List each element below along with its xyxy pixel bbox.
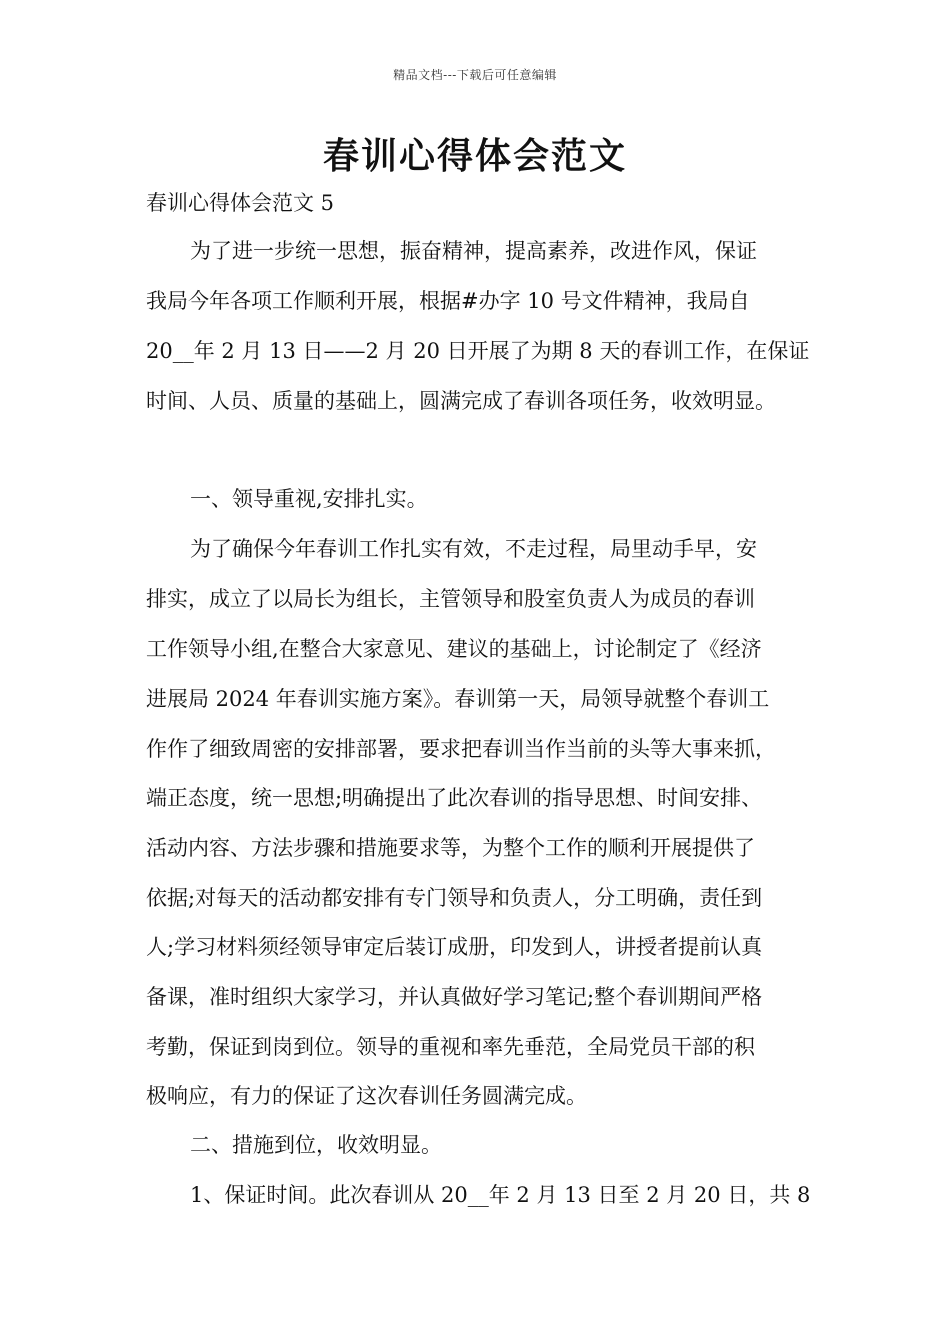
paragraph-line: 作作了细致周密的安排部署，要求把春训当作当前的头等大事来抓， <box>146 737 776 761</box>
paragraph-line: 时间、人员、质量的基础上，圆满完成了春训各项任务，收效明显。 <box>146 389 776 413</box>
paragraph-line: 为了确保今年春训工作扎实有效，不走过程，局里动手早，安 <box>190 537 757 561</box>
paragraph-line: 考勤，保证到岗到位。领导的重视和率先垂范，全局党员干部的积 <box>146 1035 755 1059</box>
paragraph-line: 1、保证时间。此次春训从 20__年 2 月 13 日至 2 月 20 日，共 8 <box>190 1183 811 1207</box>
paragraph-line: 20__年 2 月 13 日——2 月 20 日开展了为期 8 天的春训工作，在保证 <box>146 339 810 363</box>
paragraph-line: 人;学习材料须经领导审定后装订成册，印发到人，讲授者提前认真 <box>146 935 763 959</box>
paragraph-line: 活动内容、方法步骤和措施要求等，为整个工作的顺利开展提供了 <box>146 836 755 860</box>
paragraph-line: 排实，成立了以局长为组长，主管领导和股室负责人为成员的春训 <box>146 587 755 611</box>
paragraph-line: 极响应，有力的保证了这次春训任务圆满完成。 <box>146 1084 587 1108</box>
paragraph-line: 进展局 2024 年春训实施方案》。春训第一天，局领导就整个春训工 <box>146 687 770 711</box>
paragraph-line: 端正态度，统一思想;明确提出了此次春训的指导思想、时间安排、 <box>146 786 763 810</box>
paragraph-line: 为了进一步统一思想，振奋精神，提高素养，改进作风，保证 <box>190 239 757 263</box>
paragraph-line: 工作领导小组,在整合大家意见、建议的基础上，讨论制定了《经济 <box>146 637 762 661</box>
section-heading: 二、措施到位，收效明显。 <box>190 1133 442 1157</box>
section-heading: 一、领导重视,安排扎实。 <box>190 487 428 511</box>
paragraph-line: 依据;对每天的活动都安排有专门领导和负责人，分工明确，责任到 <box>146 886 763 910</box>
header-note: 精品文档---下载后可任意编辑 <box>393 68 557 82</box>
paragraph-line: 备课，准时组织大家学习，并认真做好学习笔记;整个春训期间严格 <box>146 985 763 1009</box>
document-title: 春训心得体会范文 <box>322 135 627 177</box>
paragraph-line: 我局今年各项工作顺利开展，根据#办字 10 号文件精神，我局自 <box>146 289 750 313</box>
document-subtitle: 春训心得体会范文 5 <box>146 191 335 215</box>
